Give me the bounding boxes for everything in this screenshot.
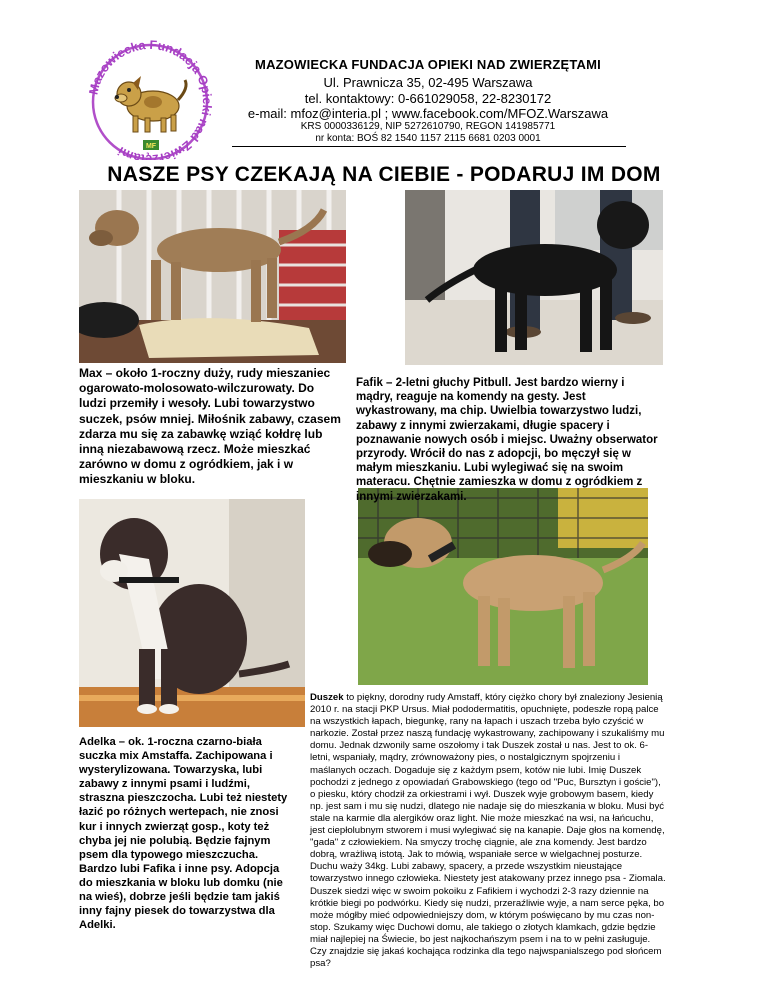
org-account: nr konta: BOŚ 82 1540 1157 2115 6681 0203 0001 [315,133,541,144]
adelka-description: Adelka – ok. 1-roczna czarno-biała suczka mix Amstaffa. Zachipowana i wysterylizowana. Towarzyska, lubi zabawy z innymi psami i ludźmi, straszna pieszczocha. Lubi też niestety łazić po różnych wertepach, nie znosi kur i innych zwierząt gosp., koty też chyba jej nie polubią. Będzie fajnym psem dla typowego mieszczucha. Bardzo lubi Fafika i inne psy. Adopcja do mieszkania w bloku lub domku (nie na wieś), dobrze jeśli będzie tam jakiś inny fajny piesek do towarzystwa dla Adelki. [79,736,288,932]
photo-max [79,190,346,363]
logo-ring-text: Mazowiecka Fundacja Opieki nad Zwierzętami [86,40,215,160]
header-divider [232,146,626,147]
foundation-logo [75,40,225,160]
photo-adelka [79,499,305,727]
org-email: e-mail: mfoz@interia.pl ; www.facebook.com/MFOZ.Warszawa [247,106,609,121]
org-registry: KRS 0000336129, NIP 5272610790, REGON 141985771 [300,121,556,132]
duszek-name: Duszek [310,692,344,703]
org-phone: tel. kontaktowy: 0-661029058, 22-8230172 [304,91,552,106]
fafik-description: Fafik – 2-letni głuchy Pitbull. Jest bardzo wierny i mądry, reaguje na komendy na gesty. Jest wykastrowany, ma chip. Uwielbia towarzystwo ludzi, zabawy z innymi zwierzakami, długie spacery i poznawanie nowych osób i miejsc. Uważny obserwator przyrody. Wrócił do nas z adopcji, bo męczył się w małym mieszkaniu. Lubi wylegiwać się na swoim materacu. Chętnie zamieszka w domu z ogródkiem z innymi zwierzakami. [356,377,658,503]
page-headline: NASZE PSY CZEKAJĄ NA CIEBIE - PODARUJ IM DOM [107,163,661,186]
photo-duszek [358,488,648,685]
org-address: Ul. Prawnicza 35, 02-495 Warszawa [323,75,533,90]
logo-badge-text: MF [145,143,157,150]
duszek-body: to piękny, dorodny rudy Amstaff, który ciężko chory był znaleziony Jesienią 2010 r. na stacji PKP Ursus. Miał pododermatitis, opuchnięte, podeszłe ropą palce na wszystkich łapach, biegunkę, rany na łapach i uszach trzeba było czyścić w narkozie. Został przez naszą fundację wykastrowany, zachipowany i szukaliśmy mu domu. Jednak dzwonily same oszołomy i tak Duszek został u nas. Jest to ok. 6-letni, wspaniały, mądry, zrównoważony pies, o nostalgicznym spojrzeniu i maślanych oczach. Dogaduje się z każdym psem, kotów nie lubi. Imię Duszek pochodzi z jednego z opowiadań Grabowskiego (tego od "Puc, Bursztyn i goście"), o piesku, który chodził za orkiestrami i wył. Duszek wyje grobowym basem, kiedy np. jest sam i mu się nudzi, dlatego nie nadaje się do mieszkania w bloku. Musi być stale na karmie dla alergików oraz light. Nie może mieszkać na wsi, na łańcuchu, jest ciepłolubnym stworem i musi wylegiwać się na kanapie. Daje głos na komendę, "gada" z człowiekiem. Na smyczy trochę ciągnie, ale zna komendy. Jest bardzo dobrą, wrażliwą istotą. Jak to mówią, wspaniałe serce w wielgachnej posturze. Duchu waży 34kg. Lubi zabawy, spacery, a przede wszystkim nieustające towarzystwo innego człowieka. Niestety jest atakowany przez innego psa - Ziomala. Duszek siedzi więc w swoim pokoiku z Fafikiem i wychodzi 2-3 razy dziennie na krótkie biegi po podwórku. Kiedy się nudzi, przeraźliwie wyje, a nam serce pęka, bo może mógłby mieć odpowiedniejszy dom, w którym poświęcano by mu czas non-stop. Szukamy więc Duchowi domu, ale takiego o złotych klamkach, gdzie będzie miał najlepiej na Świecie, bo jest najkochańszym psem i na to w pełni zasługuje. Czy znajdzie się jakaś kochająca rodzinka dla tego najwspanialszego pod słońcem psa? [310,692,666,970]
duszek-description [310,692,668,970]
org-name: MAZOWIECKA FUNDACJA OPIEKI NAD ZWIERZĘTAMI [255,57,601,72]
photo-fafik [405,190,663,365]
max-description: Max – około 1-roczny duży, rudy mieszaniec ogarowato-molosowato-wilczurowaty. Do ludzi przemiły i wesoły. Lubi towarzystwo suczek, psów mniej. Miłośnik zabawy, czasem zdarza mu się za zabawkę wziąć kołdrę lub inną niezabawową rzecz. Może mieszkać zarówno w domu z ogródkiem, jak i w mieszkaniu w bloku. [79,366,341,487]
